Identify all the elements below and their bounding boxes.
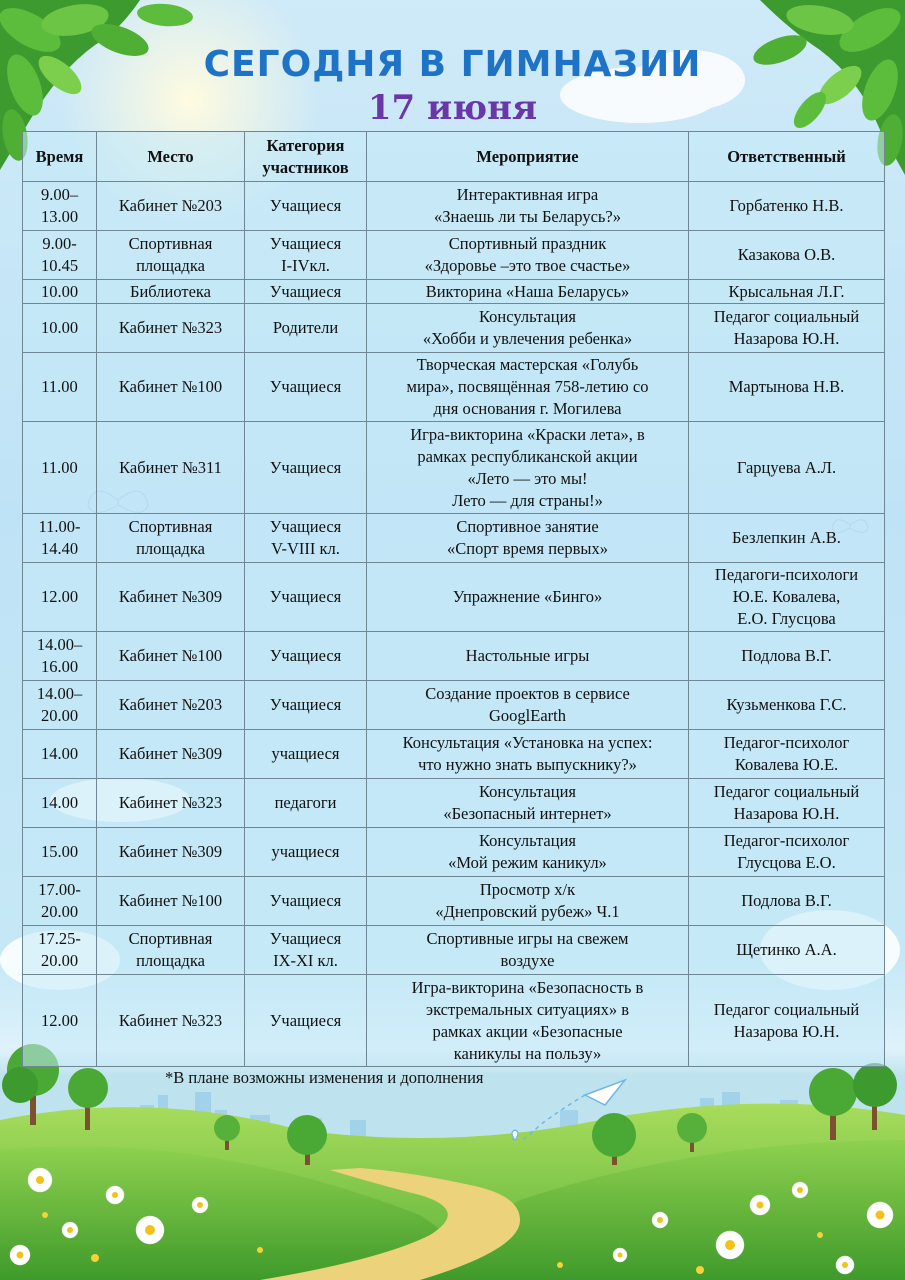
cell-event: Интерактивная игра «Знаешь ли ты Беларусь?» [367, 182, 689, 231]
cell-time: 12.00 [23, 975, 97, 1067]
cell-category: Учащиеся [245, 182, 367, 231]
table-row [23, 514, 885, 563]
cell-responsible: Подлова В.Г. [689, 877, 885, 926]
cell-category: учащиеся [245, 730, 367, 779]
table-row [23, 231, 885, 280]
cell-event: Просмотр х/к «Днепровский рубеж» Ч.1 [367, 877, 689, 926]
cell-category: Учащиеся [245, 877, 367, 926]
table-row [23, 779, 885, 828]
cell-place: Кабинет №323 [97, 975, 245, 1067]
cell-place: Спортивная площадка [97, 231, 245, 280]
table-row [23, 182, 885, 231]
cell-place: Кабинет №309 [97, 563, 245, 632]
cell-time: 14.00 [23, 730, 97, 779]
cell-time: 10.00 [23, 304, 97, 353]
cell-time: 14.00– 16.00 [23, 632, 97, 681]
cell-time: 17.00- 20.00 [23, 877, 97, 926]
cell-category: Учащиеся [245, 280, 367, 304]
cell-responsible: Педагог социальный Назарова Ю.Н. [689, 304, 885, 353]
cell-event: Консультация «Безопасный интернет» [367, 779, 689, 828]
cell-event: Создание проектов в сервисе GooglEarth [367, 681, 689, 730]
cell-event: Упражнение «Бинго» [367, 563, 689, 632]
cell-event: Консультация «Установка на успех: что нужно знать выпускнику?» [367, 730, 689, 779]
cell-responsible: Педагог социальный Назарова Ю.Н. [689, 779, 885, 828]
cell-responsible: Мартынова Н.В. [689, 353, 885, 422]
table-row [23, 877, 885, 926]
cell-place: Кабинет №100 [97, 353, 245, 422]
cell-time: 11.00- 14.40 [23, 514, 97, 563]
cell-event: Викторина «Наша Беларусь» [367, 280, 689, 304]
cell-place: Кабинет №100 [97, 877, 245, 926]
cell-responsible: Педагог-психолог Ковалева Ю.Е. [689, 730, 885, 779]
cell-time: 9.00– 13.00 [23, 182, 97, 231]
cell-time: 11.00 [23, 422, 97, 514]
cell-responsible: Педагог-психолог Глусцова Е.О. [689, 828, 885, 877]
cell-responsible: Щетинко А.А. [689, 926, 885, 975]
cell-time: 11.00 [23, 353, 97, 422]
table-header-row [23, 132, 885, 182]
column-header-category: Категория участников [245, 132, 367, 182]
cell-event: Творческая мастерская «Голубь мира», посвящённая 758-летию со дня основания г. Могилева [367, 353, 689, 422]
cell-time: 10.00 [23, 280, 97, 304]
cell-time: 9.00- 10.45 [23, 231, 97, 280]
page-title: СЕГОДНЯ В ГИМНАЗИИ [203, 44, 702, 85]
cell-event: Консультация «Мой режим каникул» [367, 828, 689, 877]
table-row [23, 632, 885, 681]
cell-event: Спортивный праздник «Здоровье –это твое счастье» [367, 231, 689, 280]
cell-responsible: Горбатенко Н.В. [689, 182, 885, 231]
column-header-responsible: Ответственный [689, 132, 885, 182]
cell-event: Настольные игры [367, 632, 689, 681]
cell-event: Спортивное занятие «Спорт время первых» [367, 514, 689, 563]
cell-place: Кабинет №100 [97, 632, 245, 681]
cell-category: педагоги [245, 779, 367, 828]
column-header-time: Время [23, 132, 97, 182]
table-row [23, 280, 885, 304]
cell-place: Кабинет №203 [97, 182, 245, 231]
table-row [23, 975, 885, 1067]
cell-category: Учащиеся [245, 632, 367, 681]
cell-category: Учащиеся V-VIII кл. [245, 514, 367, 563]
cell-category: Учащиеся [245, 563, 367, 632]
cell-event: Игра-викторина «Краски лета», в рамках республиканской акции «Лето — это мы! Лето — для страны!» [367, 422, 689, 514]
cell-place: Кабинет №203 [97, 681, 245, 730]
cell-time: 15.00 [23, 828, 97, 877]
cell-event: Спортивные игры на свежем воздухе [367, 926, 689, 975]
cell-place: Библиотека [97, 280, 245, 304]
cell-category: Учащиеся I-IVкл. [245, 231, 367, 280]
cell-event: Консультация «Хобби и увлечения ребенка» [367, 304, 689, 353]
cell-place: Спортивная площадка [97, 926, 245, 975]
cell-place: Кабинет №323 [97, 304, 245, 353]
column-header-place: Место [97, 132, 245, 182]
table-row [23, 353, 885, 422]
cell-time: 14.00– 20.00 [23, 681, 97, 730]
cell-place: Кабинет №311 [97, 422, 245, 514]
cell-responsible: Педагог социальный Назарова Ю.Н. [689, 975, 885, 1067]
cell-responsible: Гарцуева А.Л. [689, 422, 885, 514]
footnote: *В плане возможны изменения и дополнения [165, 1068, 484, 1087]
cell-responsible: Кузьменкова Г.С. [689, 681, 885, 730]
cell-responsible: Крысальная Л.Г. [689, 280, 885, 304]
table-row [23, 926, 885, 975]
cell-time: 12.00 [23, 563, 97, 632]
cell-category: Учащиеся [245, 681, 367, 730]
cell-category: Родители [245, 304, 367, 353]
table-row [23, 304, 885, 353]
table-row [23, 730, 885, 779]
cell-responsible: Казакова О.В. [689, 231, 885, 280]
column-header-event: Мероприятие [367, 132, 689, 182]
cell-responsible: Педагоги-психологи Ю.Е. Ковалева, Е.О. Глусцова [689, 563, 885, 632]
table-row [23, 681, 885, 730]
cell-place: Кабинет №323 [97, 779, 245, 828]
cell-responsible: Безлепкин А.В. [689, 514, 885, 563]
cell-place: Спортивная площадка [97, 514, 245, 563]
table-row [23, 422, 885, 514]
cell-category: Учащиеся IX-XI кл. [245, 926, 367, 975]
cell-category: учащиеся [245, 828, 367, 877]
cell-place: Кабинет №309 [97, 730, 245, 779]
cell-category: Учащиеся [245, 975, 367, 1067]
cell-time: 17.25- 20.00 [23, 926, 97, 975]
cell-time: 14.00 [23, 779, 97, 828]
page-date: 17 июня [367, 88, 538, 128]
schedule-table [22, 131, 885, 1067]
cell-place: Кабинет №309 [97, 828, 245, 877]
cell-category: Учащиеся [245, 422, 367, 514]
cell-event: Игра-викторина «Безопасность в экстремальных ситуациях» в рамках акции «Безопасные каникулы на пользу» [367, 975, 689, 1067]
cell-category: Учащиеся [245, 353, 367, 422]
table-row [23, 563, 885, 632]
table-row [23, 828, 885, 877]
cell-responsible: Подлова В.Г. [689, 632, 885, 681]
